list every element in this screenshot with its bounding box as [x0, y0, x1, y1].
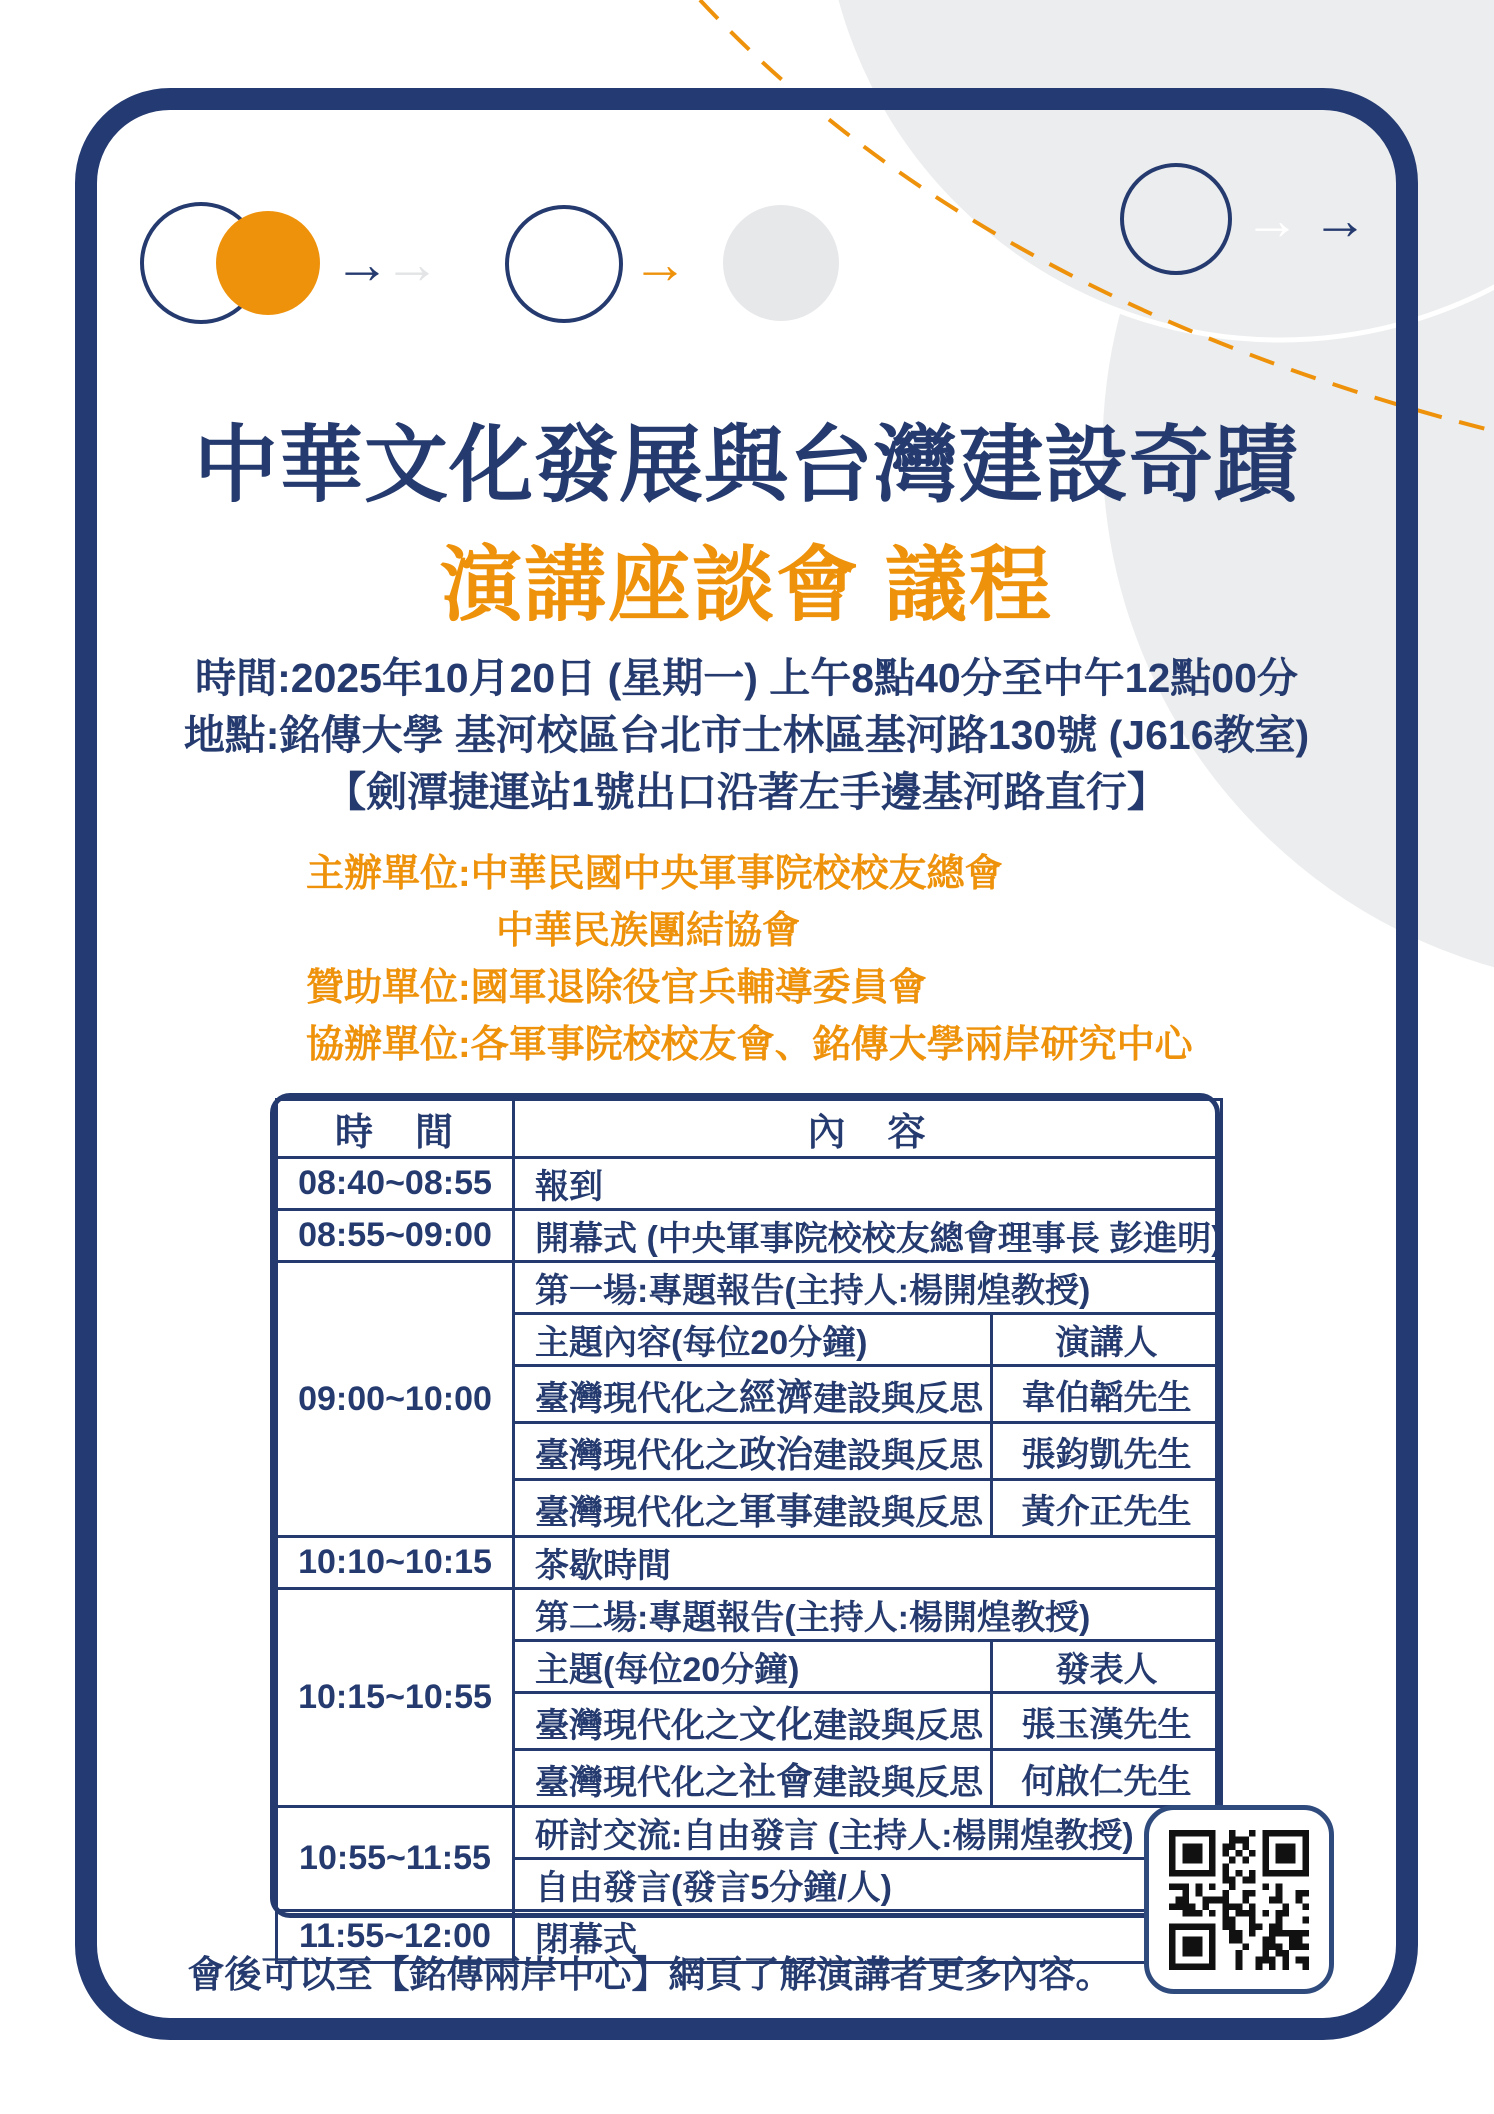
- content-cell: [514, 1750, 992, 1807]
- table-header-row: [277, 1100, 1222, 1158]
- event-location: 地點:銘傳大學 基河校區台北市士林區基河路130號 (J616教室): [183, 712, 1310, 758]
- content-text: 第一場:專題報告: [535, 1272, 785, 1310]
- table-row: [277, 1158, 1222, 1210]
- content-text: 建設與反思: [813, 1380, 984, 1418]
- event-subtitle: 演講座談會 議程: [440, 540, 1053, 631]
- arrow-right-icon: →: [384, 232, 440, 295]
- step4-outline-circle-icon: [1120, 163, 1232, 275]
- content-cell: [514, 1262, 1222, 1314]
- content-text: 開幕式: [535, 1220, 647, 1258]
- table-row: [277, 1262, 1222, 1314]
- time-cell: 10:15~10:55: [277, 1589, 514, 1807]
- content-text: (主持人:楊開煌教授): [784, 1272, 1091, 1310]
- time-cell: 08:55~09:00: [277, 1210, 514, 1262]
- table-row: [277, 1537, 1222, 1589]
- organizer-line: 中華民族團結協會: [496, 910, 801, 952]
- content-cell: [514, 1641, 992, 1693]
- time-cell: 09:00~10:00: [277, 1262, 514, 1537]
- content-text: 主題(每位20分鐘): [535, 1651, 800, 1689]
- agenda-table: [270, 1093, 1223, 1959]
- content-cell: [514, 1158, 1222, 1210]
- content-text: 建設與反思: [813, 1764, 984, 1802]
- speaker-cell: 黃介正先生: [992, 1480, 1222, 1537]
- topic-keyword: 軍事: [739, 1490, 814, 1532]
- content-text: 自由發言(發言5分鐘/人): [535, 1869, 892, 1907]
- topic-keyword: 經濟: [739, 1376, 814, 1418]
- time-cell: 10:10~10:15: [277, 1537, 514, 1589]
- event-time: 時間:2025年10月20日 (星期一) 上午8點40分至中午12點00分: [195, 655, 1298, 701]
- content-text: 研討交流:自由發言: [535, 1817, 828, 1855]
- content-text: 臺灣現代化之: [535, 1437, 739, 1475]
- content-text: 臺灣現代化之: [535, 1380, 739, 1418]
- qr-code-box: [1144, 1805, 1334, 1994]
- organizers-block: [306, 846, 1193, 1074]
- qr-code: [1169, 1830, 1309, 1970]
- content-cell: [514, 1693, 992, 1750]
- arrow-right-icon: →: [632, 232, 688, 295]
- content-text: (主持人:楊開煌教授): [827, 1817, 1134, 1855]
- speaker-cell: 何啟仁先生: [992, 1750, 1222, 1807]
- content-text: 主題內容(每位20分鐘): [535, 1324, 868, 1362]
- time-cell: 10:55~11:55: [277, 1807, 514, 1911]
- column-header-content: 內 容: [514, 1100, 1222, 1158]
- table-row: [277, 1807, 1222, 1859]
- sponsor-line: 贊助單位:國軍退除役官兵輔導委員會: [306, 967, 927, 1009]
- footer-note: 會後可以至【銘傳兩岸中心】網頁了解演講者更多內容。: [187, 1954, 1113, 1995]
- table-row: [277, 1589, 1222, 1641]
- arrow-right-icon: →: [1312, 188, 1368, 251]
- content-text: (中央軍事院校校友總會理事長 彭進明): [646, 1220, 1223, 1258]
- content-text: 建設與反思: [813, 1707, 984, 1745]
- arrow-right-icon: →: [1244, 188, 1300, 251]
- topic-keyword: 社會: [739, 1760, 814, 1802]
- content-text: 臺灣現代化之: [535, 1764, 739, 1802]
- organizer-line: 主辦單位:中華民國中央軍事院校校友總會: [306, 853, 1003, 895]
- speaker-cell: 張玉漢先生: [992, 1693, 1222, 1750]
- speaker-cell: 演講人: [992, 1314, 1222, 1366]
- time-cell: 11:55~12:00: [277, 1911, 514, 1963]
- topic-keyword: 文化: [739, 1703, 814, 1745]
- content-text: (主持人:楊開煌教授): [784, 1599, 1091, 1637]
- content-text: 閉幕式: [535, 1921, 637, 1959]
- content-cell: [514, 1210, 1222, 1262]
- content-cell: [514, 1537, 1222, 1589]
- content-cell: [514, 1366, 992, 1423]
- speaker-cell: 張鈞凱先生: [992, 1423, 1222, 1480]
- content-text: 報到: [535, 1168, 603, 1206]
- event-title: 中華文化發展與台灣建設奇蹟: [193, 418, 1299, 512]
- content-text: 臺灣現代化之: [535, 1707, 739, 1745]
- content-text: 建設與反思: [813, 1437, 984, 1475]
- content-cell: [514, 1423, 992, 1480]
- content-cell: [514, 1589, 1222, 1641]
- event-directions: 【劍潭捷運站1號出口沿著左手邊基河路直行】: [325, 769, 1168, 815]
- step3-gray-circle-icon: [723, 205, 839, 321]
- content-text: 建設與反思: [813, 1494, 984, 1532]
- co-organizer-line: 協辦單位:各軍事院校校友會、銘傳大學兩岸研究中心: [306, 1024, 1193, 1066]
- content-cell: [514, 1807, 1222, 1859]
- content-text: 第二場:專題報告: [535, 1599, 785, 1637]
- content-text: 臺灣現代化之: [535, 1494, 739, 1532]
- content-cell: [514, 1480, 992, 1537]
- time-cell: 08:40~08:55: [277, 1158, 514, 1210]
- speaker-cell: 發表人: [992, 1641, 1222, 1693]
- column-header-time: 時 間: [277, 1100, 514, 1158]
- step2-outline-circle-icon: [505, 205, 623, 323]
- speaker-cell: 韋伯韜先生: [992, 1366, 1222, 1423]
- arrow-right-icon: →: [334, 232, 390, 295]
- content-cell: [514, 1859, 1222, 1911]
- event-info: [75, 650, 1418, 821]
- content-cell: [514, 1314, 992, 1366]
- table-row: [277, 1210, 1222, 1262]
- content-text: 茶歇時間: [535, 1547, 671, 1585]
- step1-orange-circle-icon: [216, 211, 320, 315]
- topic-keyword: 政治: [739, 1433, 814, 1475]
